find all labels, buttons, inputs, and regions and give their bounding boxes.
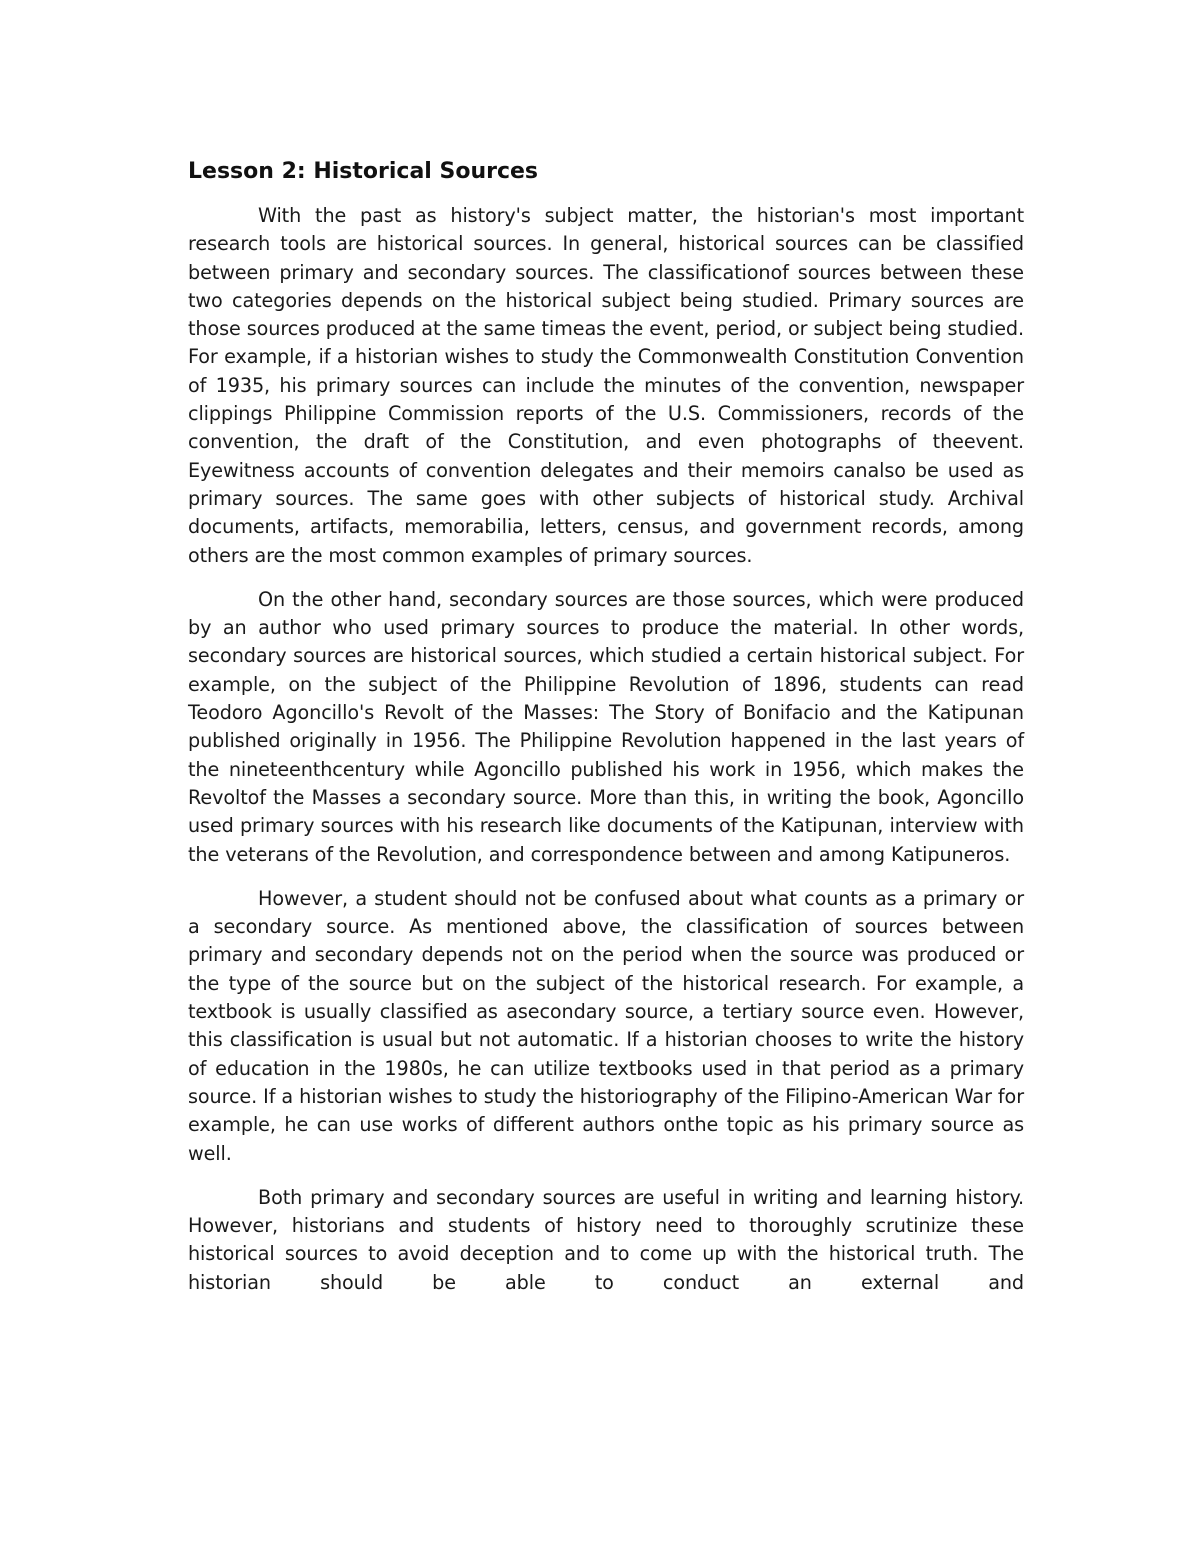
document-page (188, 158, 1024, 1297)
lesson-title: Lesson 2: Historical Sources (188, 159, 539, 184)
paragraph-primary-sources: With the past as history's subject matter, the historian's most important research tools are historical sources. In general, historical sources can be classified between primary and secondary sources. The classificationof sources between these two categories depends on the historical subject being studied. Primary sources are those sources produced at the same timeas the event, period, or subject being studied. For example, if a historian wishes to study the Commonwealth Constitution Convention of 1935, his primary sources can include the minutes of the convention, newspaper clippings Philippine Commission reports of the U.S. Commissioners, records of the convention, the draft of the Constitution, and even photographs of theevent. Eyewitness accounts of convention delegates and their memoirs canalso be used as primary sources. The same goes with other subjects of historical study. Archival documents, artifacts, memorabilia, letters, census, and government records, among others are the most common examples of primary sources. (188, 204, 1024, 567)
paragraph-classification: However, a student should not be confused about what counts as a primary or a secondary source. As mentioned above, the classification of sources between primary and secondary depends not on the period when the source was produced or the type of the source but on the subject of the historical research. For example, a textbook is usually classified as asecondary source, a tertiary source even. However, this classification is usual but not automatic. If a historian chooses to write the history of education in the 1980s, he can utilize textbooks used in that period as a primary source. If a historian wishes to study the historiography of the Filipino-American War for example, he can use works of different authors onthe topic as his primary source as well. (188, 886, 1024, 1165)
paragraph-secondary-sources: On the other hand, secondary sources are those sources, which were produced by an author who used primary sources to produce the material. In other words, secondary sources are historical sources, which studied a certain historical subject. For example, on the subject of the Philippine Revolution of 1896, students can read Teodoro Agoncillo's Revolt of the Masses: The Story of Bonifacio and the Katipunan published originally in 1956. The Philippine Revolution happened in the last years of the nineteenthcentury while Agoncillo published his work in 1956, which makes the Revoltof the Masses a secondary source. More than this, in writing the book, Agoncillo used primary sources with his research like documents of the Katipunan, interview with the veterans of the Revolution, and correspondence between and among Katipuneros. (188, 587, 1024, 866)
paragraph-scrutiny: Both primary and secondary sources are useful in writing and learning history. However, historians and students of history need to thoroughly scrutinize these historical sources to avoid deception and to come up with the historical truth. The historian should be able to conduct an external and (188, 1185, 1024, 1294)
